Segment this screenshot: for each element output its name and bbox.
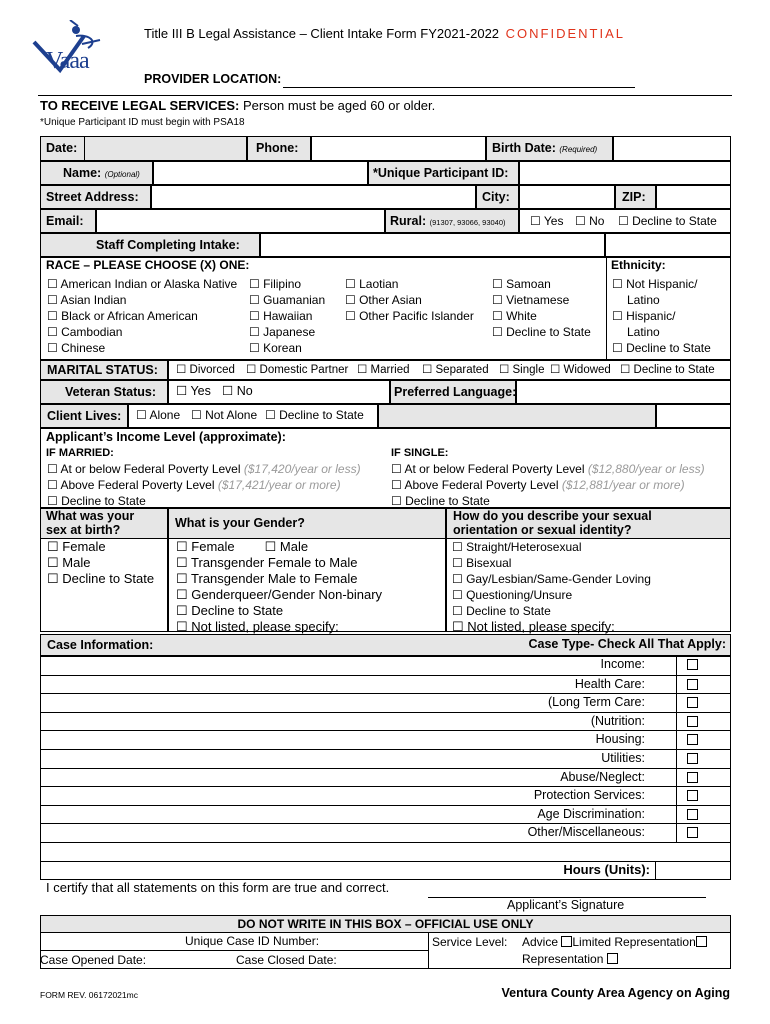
confidential-label: CONFIDENTIAL — [505, 26, 625, 41]
marital-separated-checkbox[interactable]: ☐ Separated — [422, 363, 489, 378]
official-row-divider — [40, 950, 428, 951]
rural-decline-checkbox[interactable]: ☐ Decline to State — [618, 214, 717, 229]
case-type-row — [40, 656, 731, 675]
orientation-bisexual-checkbox[interactable]: ☐ Bisexual — [452, 555, 651, 571]
gender-title-cell — [168, 508, 446, 539]
eligibility-line — [40, 98, 435, 113]
case-type-row — [40, 749, 731, 768]
lives-extra-cell — [656, 404, 731, 428]
date-label: Date: — [46, 141, 78, 155]
ethnicity-hispanic-cont: Latino — [627, 325, 660, 339]
case-type-row — [40, 805, 731, 824]
veteran-yes-checkbox[interactable]: ☐ Yes — [176, 384, 211, 399]
case-opened-label: Case Opened Date: — [40, 953, 147, 967]
participant-id-note: *Unique Participant ID must begin with PSA18 — [40, 117, 245, 128]
race-white-checkbox[interactable]: ☐ White — [492, 308, 591, 324]
ethnicity-options — [612, 276, 711, 356]
case-type-label: Health Care: — [574, 676, 645, 691]
sex-decline-checkbox[interactable]: ☐ Decline to State — [47, 571, 154, 587]
sex-male-checkbox[interactable]: ☐ Male — [47, 555, 154, 571]
eligibility-bold: TO RECEIVE LEGAL SERVICES: — [40, 98, 240, 113]
race-col-1 — [47, 276, 237, 356]
orientation-straight-checkbox[interactable]: ☐ Straight/Heterosexual — [452, 539, 651, 555]
case-type-row — [40, 693, 731, 712]
case-type-checkbox[interactable] — [687, 679, 698, 690]
sex-title-line2: sex at birth? — [46, 523, 121, 537]
case-type-checkbox[interactable] — [687, 790, 698, 801]
marital-divorced-checkbox[interactable]: ☐ Divorced — [176, 363, 235, 378]
gender-decline-checkbox[interactable]: ☐ Decline to State — [176, 603, 382, 619]
language-label-cell — [390, 380, 516, 404]
sex-title-cell — [40, 508, 168, 539]
case-type-row — [40, 786, 731, 805]
ethnicity-not-hispanic-checkbox[interactable]: ☐ Not Hispanic/ — [612, 276, 711, 292]
gender-not-listed-checkbox[interactable]: ☐ Not listed, please specify: — [176, 619, 382, 635]
rural-label — [390, 214, 506, 228]
official-mid-border — [428, 933, 429, 969]
race-asian-indian-checkbox[interactable]: ☐ Asian Indian — [47, 292, 237, 308]
name-label — [63, 166, 140, 180]
marital-label: MARITAL STATUS: — [47, 363, 158, 377]
language-label: Preferred Language: — [394, 385, 517, 399]
case-type-label: Protection Services: — [533, 788, 645, 803]
income-married-below-checkbox[interactable] — [47, 461, 361, 477]
phone-label-cell — [247, 136, 311, 161]
veteran-no-checkbox[interactable]: ☐ No — [222, 384, 253, 399]
provider-location-input[interactable] — [283, 87, 635, 88]
official-title: DO NOT WRITE IN THIS BOX – OFFICIAL USE ONLY — [237, 917, 534, 931]
hours-label: Hours (Units): — [563, 862, 650, 877]
ethnicity-title: Ethnicity: — [611, 258, 666, 272]
case-type-label: Other/Miscellaneous: — [527, 825, 645, 840]
email-label: Email: — [46, 214, 84, 228]
orientation-not-listed-checkbox[interactable]: ☐ Not listed, please specify: — [452, 619, 651, 635]
veteran-label: Veteran Status: — [65, 385, 157, 399]
race-other-asian-checkbox[interactable]: ☐ Other Asian — [345, 292, 474, 308]
veteran-label-cell — [40, 380, 168, 404]
city-label-cell — [476, 185, 519, 209]
race-vietnamese-checkbox[interactable]: ☐ Vietnamese — [492, 292, 591, 308]
case-type-checkbox[interactable] — [687, 697, 698, 708]
city-input[interactable] — [519, 185, 615, 209]
case-type-checkbox[interactable] — [687, 753, 698, 764]
income-married-label: IF MARRIED: — [46, 447, 114, 459]
upid-input[interactable] — [519, 161, 731, 185]
case-line-final — [40, 842, 731, 843]
case-type-checkbox[interactable] — [687, 809, 698, 820]
marital-options — [168, 360, 731, 380]
gender-title: What is your Gender? — [175, 516, 305, 530]
income-single-below-text: At or below Federal Poverty Level — [404, 462, 585, 476]
form-title — [144, 26, 625, 41]
staff-label-cell — [40, 233, 260, 257]
ethnicity-not-hispanic-cont: Latino — [627, 293, 660, 307]
sex-title-line1: What was your — [46, 509, 135, 523]
case-type-checkbox[interactable] — [687, 772, 698, 783]
orientation-gay-lesbian-checkbox[interactable]: ☐ Gay/Lesbian/Same-Gender Loving — [452, 571, 651, 587]
service-limited-label: Limited Representation — [572, 935, 696, 949]
language-input[interactable] — [516, 380, 731, 404]
race-title: RACE – PLEASE CHOOSE (X) ONE: — [46, 258, 250, 272]
race-pacific-islander-checkbox[interactable]: ☐ Other Pacific Islander — [345, 308, 474, 324]
income-married-decline-checkbox[interactable]: ☐ Decline to State — [47, 493, 361, 509]
lives-not-alone-checkbox[interactable]: ☐ Not Alone — [191, 408, 257, 423]
date-input[interactable] — [84, 136, 247, 161]
rural-codes: (91307, 93066, 93040) — [429, 218, 506, 227]
email-input[interactable] — [96, 209, 385, 233]
birth-date-input[interactable] — [613, 136, 731, 161]
case-type-checkbox[interactable] — [687, 659, 698, 670]
case-type-row — [40, 730, 731, 749]
case-type-label: Utilities: — [601, 751, 645, 765]
orientation-title-line2: orientation or sexual identity? — [453, 523, 632, 537]
case-type-row — [40, 768, 731, 787]
case-type-label: Income: — [600, 657, 645, 671]
official-right-border — [730, 933, 731, 969]
orientation-questioning-checkbox[interactable]: ☐ Questioning/Unsure — [452, 587, 651, 603]
marital-married-checkbox[interactable]: ☐ Married — [357, 363, 410, 378]
veteran-options — [168, 380, 390, 404]
case-type-label: Housing: — [595, 732, 645, 747]
service-limited-checkbox[interactable] — [696, 936, 707, 947]
street-label-cell — [40, 185, 151, 209]
case-type-row — [40, 712, 731, 731]
city-label: City: — [482, 190, 510, 204]
ethnicity-decline-checkbox[interactable]: ☐ Decline to State — [612, 340, 711, 356]
orientation-title-line1: How do you describe your sexual — [453, 509, 652, 523]
sex-options — [47, 539, 154, 587]
name-input[interactable] — [153, 161, 368, 185]
income-single-below-amount: ($12,880/year or less) — [587, 462, 705, 476]
income-married-below-amount: ($17,420/year or less) — [243, 462, 361, 476]
marital-label-cell — [40, 360, 168, 380]
case-type-checkbox[interactable] — [687, 734, 698, 745]
income-single-above-amount: ($12,881/year or more) — [561, 478, 685, 492]
orientation-options — [452, 539, 651, 635]
service-level-label: Service Level: — [432, 935, 508, 949]
gender-male-checkbox[interactable]: ☐ Male — [265, 539, 308, 554]
email-label-cell — [40, 209, 96, 233]
form-title-text: Title III B Legal Assistance – Client Intake Form FY2021-2022 — [144, 26, 500, 41]
gender-trans-mtf-checkbox[interactable]: ☐ Transgender Male to Female — [176, 571, 382, 587]
lives-alone-checkbox[interactable]: ☐ Alone — [136, 408, 180, 423]
phone-label: Phone: — [256, 141, 299, 155]
birth-required-note: (Required) — [559, 145, 598, 154]
race-col-3 — [345, 276, 474, 324]
race-decline-checkbox[interactable]: ☐ Decline to State — [492, 324, 591, 340]
race-korean-checkbox[interactable]: ☐ Korean — [249, 340, 325, 356]
race-japanese-checkbox[interactable]: ☐ Japanese — [249, 324, 325, 340]
service-advice-label: Advice — [522, 935, 559, 949]
income-single-above-checkbox[interactable] — [391, 477, 705, 493]
service-rep-label: Representation — [522, 952, 604, 966]
name-text: Name: — [63, 166, 102, 180]
race-american-indian-checkbox[interactable]: ☐ American Indian or Alaska Native — [47, 276, 237, 292]
income-married-options — [47, 461, 361, 509]
birth-label-cell — [486, 136, 613, 161]
race-chinese-checkbox[interactable]: ☐ Chinese — [47, 340, 237, 356]
gender-options — [176, 539, 382, 635]
rural-no-checkbox[interactable]: ☐ No — [575, 214, 604, 229]
upid-label: *Unique Participant ID: — [373, 166, 509, 180]
income-single-decline-checkbox[interactable]: ☐ Decline to State — [391, 493, 705, 509]
case-type-label: Age Discrimination: — [537, 806, 645, 821]
street-label: Street Address: — [46, 190, 139, 204]
income-married-above-checkbox[interactable] — [47, 477, 361, 493]
birth-date-label — [492, 141, 597, 155]
orientation-title-cell — [446, 508, 731, 539]
income-single-options — [391, 461, 705, 509]
zip-label-cell — [615, 185, 656, 209]
marital-domestic-partner-checkbox[interactable]: ☐ Domestic Partner — [246, 363, 348, 378]
staff-input[interactable] — [260, 233, 605, 257]
zip-label: ZIP: — [622, 190, 646, 204]
gender-nonbinary-checkbox[interactable]: ☐ Genderqueer/Gender Non-binary — [176, 587, 382, 603]
case-type-label: Abuse/Neglect: — [560, 769, 645, 784]
rural-yes-checkbox[interactable]: ☐ Yes — [530, 214, 563, 229]
orientation-title — [453, 509, 652, 537]
lives-label-cell — [40, 404, 128, 428]
staff-label: Staff Completing Intake: — [96, 238, 240, 252]
name-label-cell — [40, 161, 153, 185]
race-hawaiian-checkbox[interactable]: ☐ Hawaiian — [249, 308, 325, 324]
race-col-2 — [249, 276, 325, 356]
marital-decline-checkbox[interactable]: ☐ Decline to State — [620, 363, 715, 378]
marital-widowed-checkbox[interactable]: ☐ Widowed — [550, 363, 611, 378]
race-black-checkbox[interactable]: ☐ Black or African American — [47, 308, 237, 324]
header-divider — [38, 95, 732, 96]
race-samoan-checkbox[interactable]: ☐ Samoan — [492, 276, 591, 292]
rural-text: Rural: — [390, 214, 427, 228]
sex-female-checkbox[interactable]: ☐ Female — [47, 539, 154, 555]
gender-trans-ftm-checkbox[interactable]: ☐ Transgender Female to Male — [176, 555, 382, 571]
case-type-row — [40, 823, 731, 842]
service-advice-row — [522, 935, 707, 949]
income-married-above-text: Above Federal Poverty Level — [60, 478, 215, 492]
income-single-label: IF SINGLE: — [391, 447, 449, 459]
race-guamanian-checkbox[interactable]: ☐ Guamanian — [249, 292, 325, 308]
service-rep-row — [522, 952, 618, 966]
eligibility-text: Person must be aged 60 or older. — [243, 98, 436, 113]
case-type-checkbox[interactable] — [687, 827, 698, 838]
logo-text: Vaaa — [46, 48, 89, 74]
lives-decline-checkbox[interactable]: ☐ Decline to State — [265, 408, 364, 423]
case-type-checkbox[interactable] — [687, 716, 698, 727]
hours-divider — [655, 861, 656, 880]
case-type-row — [40, 675, 731, 694]
orientation-decline-checkbox[interactable]: ☐ Decline to State — [452, 603, 651, 619]
street-input[interactable] — [151, 185, 476, 209]
case-type-label: Case Type- Check All That Apply: — [528, 637, 726, 651]
lives-gray-cell — [378, 404, 656, 428]
gender-female-checkbox[interactable]: ☐ Female — [176, 539, 235, 554]
lives-options — [128, 404, 378, 428]
case-closed-label: Case Closed Date: — [236, 953, 337, 967]
birth-date-text: Birth Date: — [492, 141, 556, 155]
certify-text: I certify that all statements on this form are true and correct. — [46, 880, 390, 895]
lives-label: Client Lives: — [47, 409, 122, 423]
marital-single-checkbox[interactable]: ☐ Single — [499, 363, 544, 378]
service-rep-checkbox[interactable] — [607, 953, 618, 964]
case-id-label: Unique Case ID Number: — [185, 934, 320, 948]
zip-input[interactable] — [656, 185, 731, 209]
staff-extra-cell — [605, 233, 731, 257]
service-advice-checkbox[interactable] — [561, 936, 572, 947]
income-married-below-text: At or below Federal Poverty Level — [60, 462, 241, 476]
ethnicity-hispanic-checkbox[interactable]: ☐ Hispanic/ — [612, 308, 711, 324]
race-filipino-checkbox[interactable]: ☐ Filipino — [249, 276, 325, 292]
rural-options — [519, 209, 731, 233]
case-type-label: (Nutrition: — [590, 713, 645, 728]
case-info-label: Case Information: — [47, 638, 154, 652]
agency-name: Ventura County Area Agency on Aging — [501, 986, 730, 1000]
income-single-below-checkbox[interactable] — [391, 461, 705, 477]
official-bottom-border — [40, 968, 731, 969]
agency-logo — [32, 20, 112, 76]
race-ethnicity-divider — [606, 257, 607, 360]
case-header-row — [40, 634, 731, 656]
income-title: Applicant’s Income Level (approximate): — [46, 430, 286, 444]
race-laotian-checkbox[interactable]: ☐ Laotian — [345, 276, 474, 292]
income-single-above-text: Above Federal Poverty Level — [404, 478, 559, 492]
phone-input[interactable] — [311, 136, 486, 161]
upid-label-cell — [368, 161, 519, 185]
official-title-cell — [40, 915, 731, 933]
signature-label: Applicant’s Signature — [507, 898, 625, 912]
rural-label-cell — [385, 209, 519, 233]
race-cambodian-checkbox[interactable]: ☐ Cambodian — [47, 324, 237, 340]
form-revision: FORM REV. 06172021mc — [40, 990, 138, 1000]
sex-title — [46, 509, 134, 537]
provider-location-label: PROVIDER LOCATION: — [144, 72, 282, 86]
race-col-4 — [492, 276, 591, 340]
income-married-above-amount: ($17,421/year or more) — [217, 478, 341, 492]
name-optional-note: (Optional) — [104, 170, 140, 179]
case-type-label: (Long Term Care: — [547, 695, 645, 710]
